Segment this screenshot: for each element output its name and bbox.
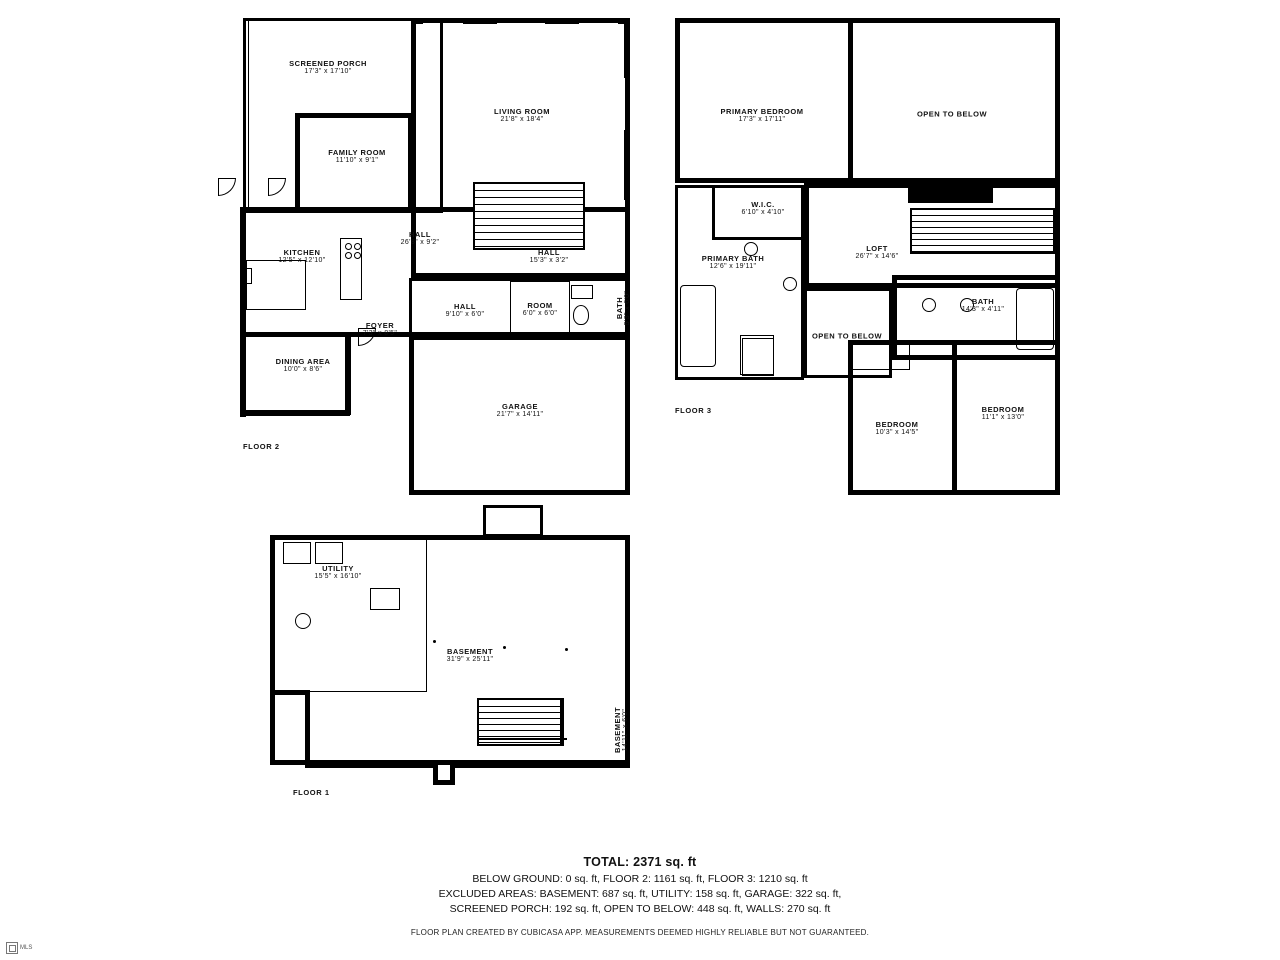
- room-label-wic: W.I.C. 6'10" x 4'10": [741, 199, 785, 217]
- room-label-bath: BATH 5'3" x 6'0": [614, 290, 632, 326]
- room-label-kitchen: KITCHEN 12'5" x 12'10": [278, 247, 326, 265]
- room-label-basement: BASEMENT 31'9" x 25'11": [446, 646, 494, 664]
- kitchen-counter: [246, 260, 306, 310]
- room-label-dining-area: DINING AREA 10'0" x 8'6": [275, 356, 331, 374]
- floor-plan-floor-1: [265, 500, 665, 800]
- credit-note: FLOOR PLAN CREATED BY CUBICASA APP. MEASUREMENTS DEEMED HIGHLY RELIABLE BUT NOT GUARANTEED.: [410, 928, 870, 937]
- sink-fixture: [922, 298, 936, 312]
- mls-logo-text: MLS: [20, 945, 33, 951]
- floor-plan-floor-3: [670, 10, 1070, 500]
- room-label-bedroom-1: BEDROOM 10'3" x 14'5": [875, 419, 919, 437]
- room-label-hall-upper: HALL 15'3" x 3'2": [529, 247, 569, 265]
- wall-segment: [450, 763, 455, 785]
- wall-segment: [450, 763, 630, 768]
- floor-plan-floor-2: [215, 10, 640, 450]
- cooktop-burner: [354, 243, 361, 250]
- closet-small: [740, 335, 774, 375]
- room-label-garage: GARAGE 21'7" x 14'11": [496, 401, 544, 419]
- porch-inner-line: [248, 20, 249, 212]
- room-label-primary-bath: PRIMARY BATH 12'6" x 19'11": [701, 253, 765, 271]
- support-column: [433, 640, 436, 643]
- toilet: [573, 305, 589, 325]
- wall-segment: [463, 18, 497, 24]
- room-label-primary-bedroom: PRIMARY BEDROOM 17'3" x 17'11": [720, 106, 804, 124]
- wall-segment: [240, 207, 246, 417]
- summary-line-floors: BELOW GROUND: 0 sq. ft, FLOOR 2: 1161 sq. ft, FLOOR 3: 1210 sq. ft: [472, 873, 808, 885]
- wall-segment: [885, 18, 919, 23]
- room-label-loft: LOFT 26'7" x 14'6": [855, 243, 899, 261]
- room-label-hall-lower: HALL 9'10" x 6'0": [445, 301, 485, 319]
- wall-segment: [624, 130, 630, 200]
- room-label-screened-porch: SCREENED PORCH 17'3" x 17'10": [289, 58, 367, 76]
- cooktop-burner: [345, 243, 352, 250]
- cooktop-burner: [345, 252, 352, 259]
- wall-segment: [240, 410, 350, 416]
- tub: [680, 285, 716, 367]
- room-label-bedroom-2: BEDROOM 11'1" x 13'0": [981, 404, 1025, 422]
- floor-tag-floor-3: FLOOR 3: [675, 406, 712, 415]
- utility-fixture: [283, 542, 311, 564]
- wall-segment: [952, 342, 957, 495]
- wall-segment: [305, 690, 310, 768]
- wall-segment: [545, 18, 579, 24]
- stairs-floor-3: [910, 208, 1055, 254]
- hall-wall: [409, 278, 412, 336]
- water-heater: [295, 613, 311, 629]
- mls-logo: [6, 942, 32, 954]
- door-arc: [218, 178, 236, 196]
- cooktop-burner: [354, 252, 361, 259]
- wall-segment: [411, 18, 423, 24]
- wall-segment: [624, 18, 630, 78]
- total-area: TOTAL: 2371 sq. ft: [583, 855, 697, 869]
- room-label-living-room: LIVING ROOM 21'8" x 18'4": [494, 106, 550, 124]
- floor-tag-floor-2: FLOOR 2: [243, 442, 280, 451]
- area-summary: [0, 855, 1280, 918]
- vanity: [571, 285, 593, 299]
- loft-rail: [908, 185, 993, 203]
- room-label-open-to-below-lower: OPEN TO BELOW: [811, 331, 883, 341]
- wall-segment: [305, 763, 435, 768]
- wall-segment: [730, 18, 770, 23]
- room-label-foyer: FOYER 7'3" x 8'5": [362, 320, 398, 338]
- wall-segment: [960, 18, 994, 23]
- room-label-basement-hall: BASEMENT 14'11" x 6'0": [612, 706, 630, 754]
- mls-logo-mark: [6, 942, 18, 954]
- room-label-family-room: FAMILY ROOM 11'10" x 9'1": [328, 147, 386, 165]
- floor-tag-floor-1: FLOOR 1: [293, 788, 330, 797]
- upper-level-outline: [675, 18, 1060, 183]
- room-label-utility: UTILITY 15'5" x 16'10": [314, 563, 362, 581]
- stair-rail: [477, 738, 567, 740]
- summary-line-excluded-2: SCREENED PORCH: 192 sq. ft, OPEN TO BELOW: 448 sq. ft, WALLS: 270 sq. ft: [449, 903, 831, 916]
- room-label-open-to-below-top: OPEN TO BELOW: [916, 109, 988, 119]
- wall-segment: [848, 20, 853, 183]
- sink-fixture: [783, 277, 797, 291]
- bay-bump-out: [483, 505, 543, 537]
- sink: [242, 268, 252, 284]
- room-label-bath-right: BATH 14'3" x 4'11": [961, 296, 1005, 314]
- room-label-hall-main: HALL 26'8" x 9'2": [400, 229, 440, 247]
- room-label-room: ROOM 6'0" x 6'0": [522, 300, 558, 318]
- stairs-floor-2: [473, 182, 585, 250]
- support-column: [503, 646, 506, 649]
- wall-segment: [345, 335, 351, 415]
- utility-fixture: [315, 542, 343, 564]
- support-column: [565, 648, 568, 651]
- utility-closet: [370, 588, 400, 610]
- summary-line-excluded-1: EXCLUDED AREAS: BASEMENT: 687 sq. ft, UTILITY: 158 sq. ft, GARAGE: 322 sq. ft,: [438, 888, 842, 901]
